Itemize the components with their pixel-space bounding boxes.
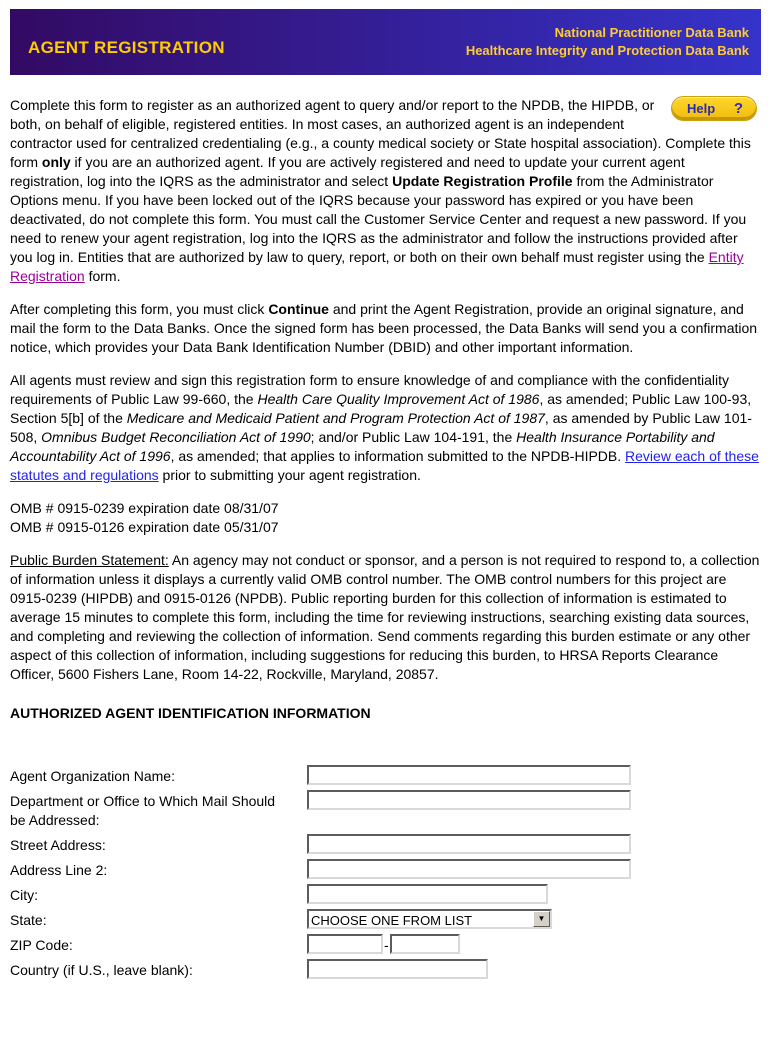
text-segment: Health Insurance Portability and Accountability Act of 1996 bbox=[10, 429, 715, 464]
form-row-city bbox=[10, 884, 761, 905]
org-names bbox=[466, 24, 749, 60]
omb-line-2: OMB # 0915-0126 expiration date 05/31/07 bbox=[10, 519, 279, 535]
help-button[interactable] bbox=[671, 96, 757, 121]
text-segment: Complete this form to register as an authorized agent to query and/or report to the NPDB, the HIPDB, or both, on behalf of eligible, registered entities. In most cases, an authorized agent is an independent contractor used for centralized credentialing (e.g., a county medical society or State hospital association). Complete this form bbox=[10, 97, 751, 170]
country-label: Country (if U.S., leave blank): bbox=[10, 962, 193, 978]
form-row-street bbox=[10, 834, 761, 855]
paragraph-instructions bbox=[10, 96, 761, 286]
paragraph-after-completing bbox=[10, 300, 761, 357]
text-segment: An agency may not conduct or sponsor, and a person is not required to respond to, a collection of information unless it displays a currently valid OMB control number. The OMB control numbers for this project are 0915-0239 (HIPDB) and 0915-0126 (NPDB). Public reporting burden for this collection of information is estimated to average 15 minutes to complete this form, including the time for reviewing instructions, searching existing data sources, and completing and reviewing the collection of information. Send comments regarding this burden estimate or any other aspect of this collection of information, including suggestions for reducing this burden, to HRSA Reports Clearance Officer, 5600 Fishers Lane, Room 14-22, Rockville, Maryland, 20857. bbox=[10, 552, 760, 682]
text-segment: prior to submitting your agent registration. bbox=[158, 467, 421, 483]
zip-plus4-input[interactable] bbox=[390, 934, 460, 954]
org-name-label: Agent Organization Name: bbox=[10, 768, 175, 784]
city-label: City: bbox=[10, 887, 38, 903]
text-segment: Medicare and Medicaid Patient and Program Protection Act of 1987 bbox=[126, 410, 545, 426]
department-input[interactable] bbox=[307, 790, 631, 810]
section-heading-agent-identification: AUTHORIZED AGENT IDENTIFICATION INFORMATION bbox=[10, 705, 371, 721]
form-row-country bbox=[10, 959, 761, 980]
text-segment: , as amended; that applies to information submitted to the NPDB-HIPDB. bbox=[170, 448, 626, 464]
address-line2-input[interactable] bbox=[307, 859, 631, 879]
text-segment: from the Administrator Options menu. If you have been locked out of the IQRS because your password has expired or you have been deactivated, do not complete this form. You must call the Customer Service Center and request a new password. If you need to renew your agent registration, log into the IQRS as the administrator and follow the instructions provided after you log in. Entities that are authorized by law to query, report, or both on their own behalf must register using the bbox=[10, 173, 747, 265]
form-row-zip bbox=[10, 934, 761, 955]
org-name-input[interactable] bbox=[307, 765, 631, 785]
text-segment: Health Care Quality Improvement Act of 1986 bbox=[257, 391, 540, 407]
department-label: Department or Office to Which Mail Should be Addressed: bbox=[10, 793, 276, 828]
org-line-hipdb: Healthcare Integrity and Protection Data Bank bbox=[465, 43, 749, 58]
text-segment: ; and/or Public Law 104-191, the bbox=[310, 429, 517, 445]
text-segment: Update Registration Profile bbox=[392, 173, 573, 189]
text-segment: , as amended by Public Law 101-508, bbox=[10, 410, 752, 445]
text-segment: only bbox=[41, 154, 71, 170]
page-title: AGENT REGISTRATION bbox=[28, 37, 225, 57]
dropdown-arrow-icon: ▼ bbox=[533, 911, 550, 927]
intro-content bbox=[10, 75, 761, 980]
paragraph-compliance bbox=[10, 371, 761, 485]
text-segment: All agents must review and sign this registration form to ensure knowledge of and compliance with the confidentiality requirements of Public Law 99-660, the bbox=[10, 372, 730, 407]
street-address-input[interactable] bbox=[307, 834, 631, 854]
text-segment: , as amended; Public Law 100-93, Section 5[b] of the bbox=[10, 391, 752, 426]
text-segment: After completing this form, you must click bbox=[10, 301, 269, 317]
zip-code-input[interactable] bbox=[307, 934, 383, 954]
text-segment: if you are an authorized agent. If you are actively registered and need to update your current agent registration, log into the IQRS as the administrator and select bbox=[10, 154, 685, 189]
country-input[interactable] bbox=[307, 959, 488, 979]
form-row-department bbox=[10, 790, 761, 830]
street-label: Street Address: bbox=[10, 837, 106, 853]
omb-line-1: OMB # 0915-0239 expiration date 08/31/07 bbox=[10, 500, 279, 516]
form-row-org-name bbox=[10, 765, 761, 786]
text-segment: and print the Agent Registration, provide an original signature, and mail the form to the Data Banks. Once the signed form has been processed, the Data Banks will send you a confirmation notice, which provides your Data Bank Identification Number (DBID) and other important information. bbox=[10, 301, 758, 355]
text-segment: Continue bbox=[268, 301, 329, 317]
text-segment: form. bbox=[84, 268, 121, 284]
form-row-address2 bbox=[10, 859, 761, 880]
zip-label: ZIP Code: bbox=[10, 937, 73, 953]
question-mark-icon: ? bbox=[733, 100, 743, 117]
header-banner bbox=[10, 9, 761, 75]
help-button-label: Help bbox=[687, 101, 716, 116]
state-label: State: bbox=[10, 912, 47, 928]
paragraph-public-burden bbox=[10, 551, 761, 684]
text-segment: Public Burden Statement: bbox=[10, 552, 169, 568]
state-select[interactable] bbox=[309, 911, 550, 927]
city-input[interactable] bbox=[307, 884, 548, 904]
org-line-npdb: National Practitioner Data Bank bbox=[554, 25, 749, 40]
entity-registration-link[interactable]: Entity Registration bbox=[10, 249, 744, 284]
page bbox=[0, 9, 771, 980]
omb-numbers bbox=[10, 499, 761, 537]
zip-separator: - bbox=[384, 937, 389, 953]
statutes-regulations-link[interactable]: Review each of these statutes and regulations bbox=[10, 448, 759, 483]
form-row-state bbox=[10, 909, 761, 930]
address2-label: Address Line 2: bbox=[10, 862, 108, 878]
text-segment: Omnibus Budget Reconciliation Act of 1990 bbox=[41, 429, 311, 445]
state-select-wrapper bbox=[307, 909, 552, 929]
